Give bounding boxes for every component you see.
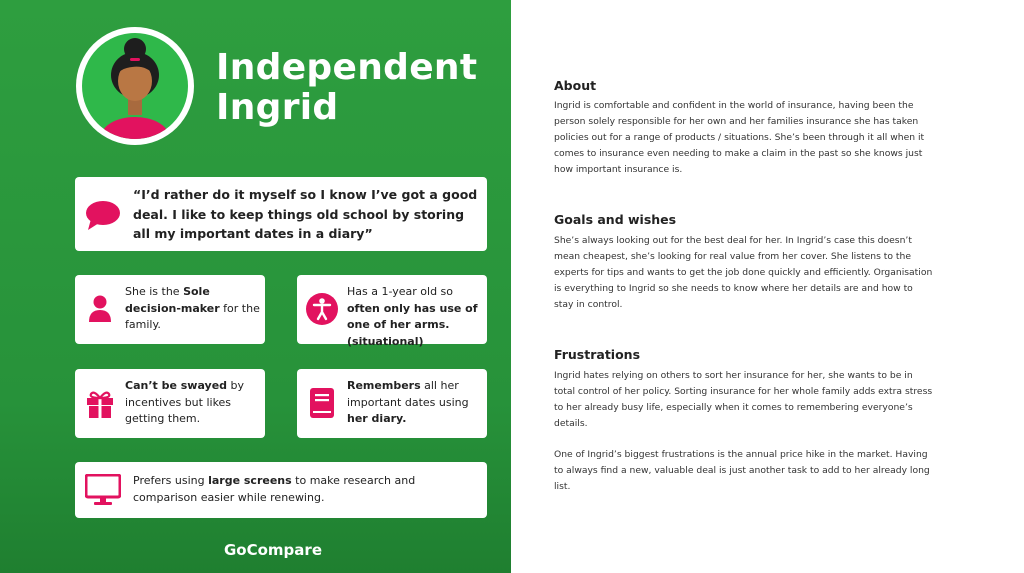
trait-text: Remembers all her important dates using her diary. bbox=[347, 379, 469, 425]
frustrations-text-1: Ingrid hates relying on others to sort her insurance for her, she wants to be in total control of her policy. Sorting insurance for her whole family adds extra stress to her already busy life, especially when it comes to remembering everyone’s details. bbox=[554, 370, 933, 429]
avatar bbox=[76, 27, 194, 145]
trait-text: She is the Sole decision-maker for the family. bbox=[125, 285, 260, 331]
accessibility-icon bbox=[306, 293, 338, 325]
gocompare-logo: GoCompare bbox=[224, 541, 322, 559]
book-icon bbox=[309, 387, 335, 419]
trait-text: Can’t be swayed by incentives but likes getting them. bbox=[125, 379, 245, 425]
woman-avatar-icon bbox=[82, 33, 188, 139]
speech-bubble-icon bbox=[85, 199, 121, 231]
gift-icon bbox=[85, 389, 115, 419]
about-text: Ingrid is comfortable and confident in the world of insurance, having been the person solely responsible for her own and her families insurance she has taken policies out for a range of products / situations. She’s been through it all when it comes to insurance even needing to make a claim in the past so she knows just how important insurance is. bbox=[554, 100, 925, 175]
trait-card-large-screens bbox=[75, 462, 487, 518]
goals-text: She’s always looking out for the best deal for her. In Ingrid’s case this doesn’t mean cheapest, she’s looking for real value from her cover. She listens to the experts for tips and wants to get the job done quickly and efficiently. Organisation is everything to Ingrid so she needs to know where her details are and how to stay in control. bbox=[554, 235, 933, 310]
about-heading: About bbox=[554, 78, 597, 93]
trait-card-incentives bbox=[75, 369, 265, 438]
quote-text: “I’d rather do it myself so I know I’ve got a good deal. I like to keep things old school by storing all my important dates in a diary” bbox=[133, 187, 478, 241]
persona-panel bbox=[0, 0, 511, 573]
trait-card-decision-maker bbox=[75, 275, 265, 344]
trait-text: Has a 1-year old so often only has use of one of her arms. (situational) bbox=[347, 285, 478, 348]
trait-card-one-arm bbox=[297, 275, 487, 348]
persona-name-line1: Independent bbox=[216, 47, 478, 88]
avatar-illustration bbox=[82, 33, 188, 139]
persona-name-line2: Ingrid bbox=[216, 87, 339, 128]
trait-text: Prefers using large screens to make research and comparison easier while renewing. bbox=[133, 474, 416, 504]
goals-heading: Goals and wishes bbox=[554, 212, 677, 227]
monitor-icon bbox=[85, 474, 121, 506]
frustrations-heading: Frustrations bbox=[554, 347, 641, 362]
trait-card-diary bbox=[297, 369, 487, 438]
frustrations-text-2: One of Ingrid’s biggest frustrations is the annual price hike in the market. Having to always find a new, valuable deal is just another task to add to her already long list. bbox=[554, 449, 930, 492]
person-icon bbox=[88, 295, 112, 323]
persona-name bbox=[216, 48, 477, 128]
quote-card bbox=[75, 177, 487, 251]
